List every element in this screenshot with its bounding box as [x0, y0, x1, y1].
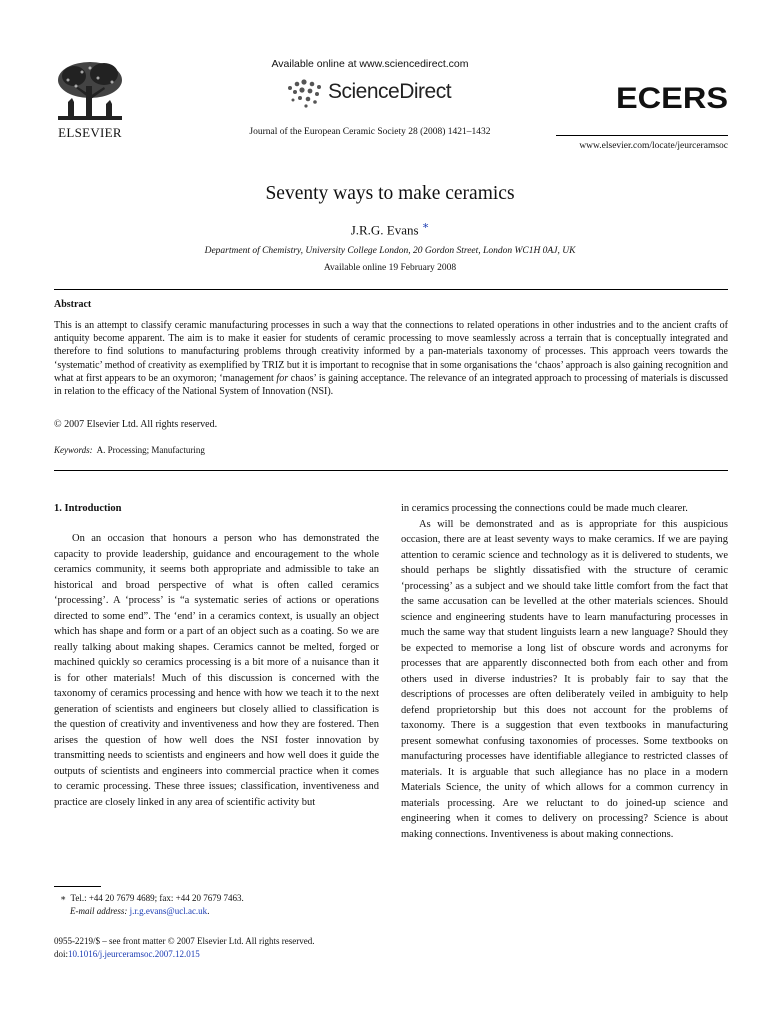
author-affiliation: Department of Chemistry, University College London, 20 Gordon Street, London WC1H 0AJ, UK: [204, 246, 576, 256]
doi-link[interactable]: 10.1016/j.jeurceramsoc.2007.12.015: [68, 949, 200, 959]
keywords-list: A. Processing; Manufacturing: [96, 445, 205, 455]
left-column: [54, 531, 379, 810]
available-online-link[interactable]: Available online at www.sciencedirect.com: [271, 58, 469, 70]
ecers-logo: [616, 82, 728, 112]
intro-paragraph-2: As will be demonstrated and as is appropriate for this auspicious occasion, there are at least seventy ways to make ceramics. If we are paying attention to ceramic science and technology as it is delivered to students, we should perhaps be slightly dissatisfied with the structure of ceramic ‘processing’ as a subject and we should take little comfort from the fact that the same accusation can be levelled at the other materials sciences. Should science and engineering students have to learn manufacturing processes in much the same way that student linguists learn a new language? Should they be expected to memorise a long list of obscure words and acronyms for processes that are apparently disconnected both from each other and from others used in diverse industries? It is probably fair to say that the descriptions of processes are often deliberately veiled in ambiguity to help defend proprietorship but this does not account for the problems of taxonomy. There is a suggestion that even textbooks in manufacturing present somewhat confusing taxonomies of processes. Some textbooks on manufacturing processes have identifiable allegiance to restricted classes of materials. It is arguable that such allegiance has no place in a modern Materials Science, the unity of which allows for a common currency in materials processing. Are we reluctant to do joined-up science and engineering when it comes to delivery on processing? Science is about making connections. Inventiveness is about making connections.: [401, 518, 728, 840]
abstract-copyright: © 2007 Elsevier Ltd. All rights reserved.: [54, 419, 218, 430]
header-divider: [556, 135, 728, 136]
article-title: Seventy ways to make ceramics: [265, 183, 515, 204]
article-author: [0, 219, 768, 238]
keywords: [54, 445, 205, 455]
doi-label: doi:: [54, 949, 69, 959]
ecers-logo-text: ECERS: [616, 82, 728, 112]
footnote-email-label: E-mail address:: [70, 906, 128, 916]
publisher-name: ELSEVIER: [58, 125, 122, 140]
abstract-text-a: This is an attempt to classify ceramic manufacturing processes in such a way that the connections to related operations in other industries and to the ancient crafts of antiquity become apparent. The aim is to make it easier for students of ceramic processing to move seamlessly across a terrain that is conceptually integrated and therefore to find solutions to manufacturing problems through creativity informed by a pan-materials taxonomy of processes. This approach veers towards the ‘systematic’ method of creativity as exemplified by TRIZ but it is important to recognise that in some organisations the ‘chaos’ approach is also gaining recognition and what at first appears to be an oxymoron; ‘management: [54, 320, 728, 384]
footnote-rule: [54, 886, 101, 887]
abstract-text: [54, 319, 728, 398]
issn-line: 0955-2219/$ – see front matter © 2007 Elsevier Ltd. All rights reserved.: [54, 936, 315, 946]
abstract-heading: Abstract: [54, 299, 92, 310]
sciencedirect-wordmark: ScienceDirect: [328, 80, 452, 103]
elsevier-tree-logo: [54, 58, 126, 124]
footnote-mark: ∗: [60, 893, 67, 903]
abstract-bottom-rule: [54, 470, 728, 471]
abstract-text-italic: for: [276, 372, 289, 384]
footnote-email-link[interactable]: j.r.g.evans@ucl.ac.uk: [129, 906, 208, 916]
abstract-top-rule: [54, 289, 728, 290]
section-heading-introduction: 1. Introduction: [54, 503, 122, 514]
journal-url-link[interactable]: www.elsevier.com/locate/jeurceramsoc: [579, 141, 728, 151]
journal-citation: Journal of the European Ceramic Society 28 (2008) 1421–1432: [249, 127, 491, 137]
intro-paragraph-1: On an occasion that honours a person who has demonstrated the capacity to provide leadership, guidance and encouragement to the whole ceramics community, it seems both appropriate and admissible to take an historical and broad perspective of what is often called ceramics ‘processing’. A ‘process’ is “a systematic series of actions or operations directed to some end”. The ‘end’ in a ceramics context, is usually an object which has shape and form or a part of an object such as a coating. So we are really talking about making shapes. Ceramics cannot be melted, forged or machined quickly so ceramics processing is a bit more of a nuisance than it is for other materials! Much of this discussion is concerned with the taxonomy of ceramics processing and hence with how we teach it to the next generation of scientists and engineers but closely allied to classification is the question of creativity and inventiveness and how they are fostered. Then arises the question of how well does the NSI foster innovation by transmitting needs to scientists and engineers and how well does it guide the outputs of scientists and engineers into commercial practice when it comes to ceramic processing. These three issues; classification, inventiveness and practice are closely linked in any area of scientific activity but: [54, 533, 379, 808]
front-matter-info: [54, 935, 315, 961]
author-footnote-mark[interactable]: ∗: [421, 220, 430, 232]
footnote-email-line: [60, 905, 244, 918]
doi-line: [54, 948, 315, 961]
intro-paragraph-1-continued: in ceramics processing the connections could be made much clearer.: [401, 503, 688, 514]
footnote-tel: Tel.: +44 20 7679 4689; fax: +44 20 7679 7463.: [70, 893, 244, 903]
footnote-email-end: .: [207, 906, 210, 916]
available-online-date: Available online 19 February 2008: [323, 263, 457, 273]
right-column: [401, 501, 728, 842]
abstract-text-b: chaos’ is gaining acceptance. The relevance of an integrated approach to processing of materials is discussed in relation to the efficacy of the National System of Innovation (NSI).: [54, 372, 728, 398]
author-name: J.R.G. Evans: [350, 222, 419, 238]
author-footnote: [60, 892, 244, 918]
keywords-label: Keywords:: [54, 445, 93, 455]
footnote-contact: [60, 892, 244, 905]
